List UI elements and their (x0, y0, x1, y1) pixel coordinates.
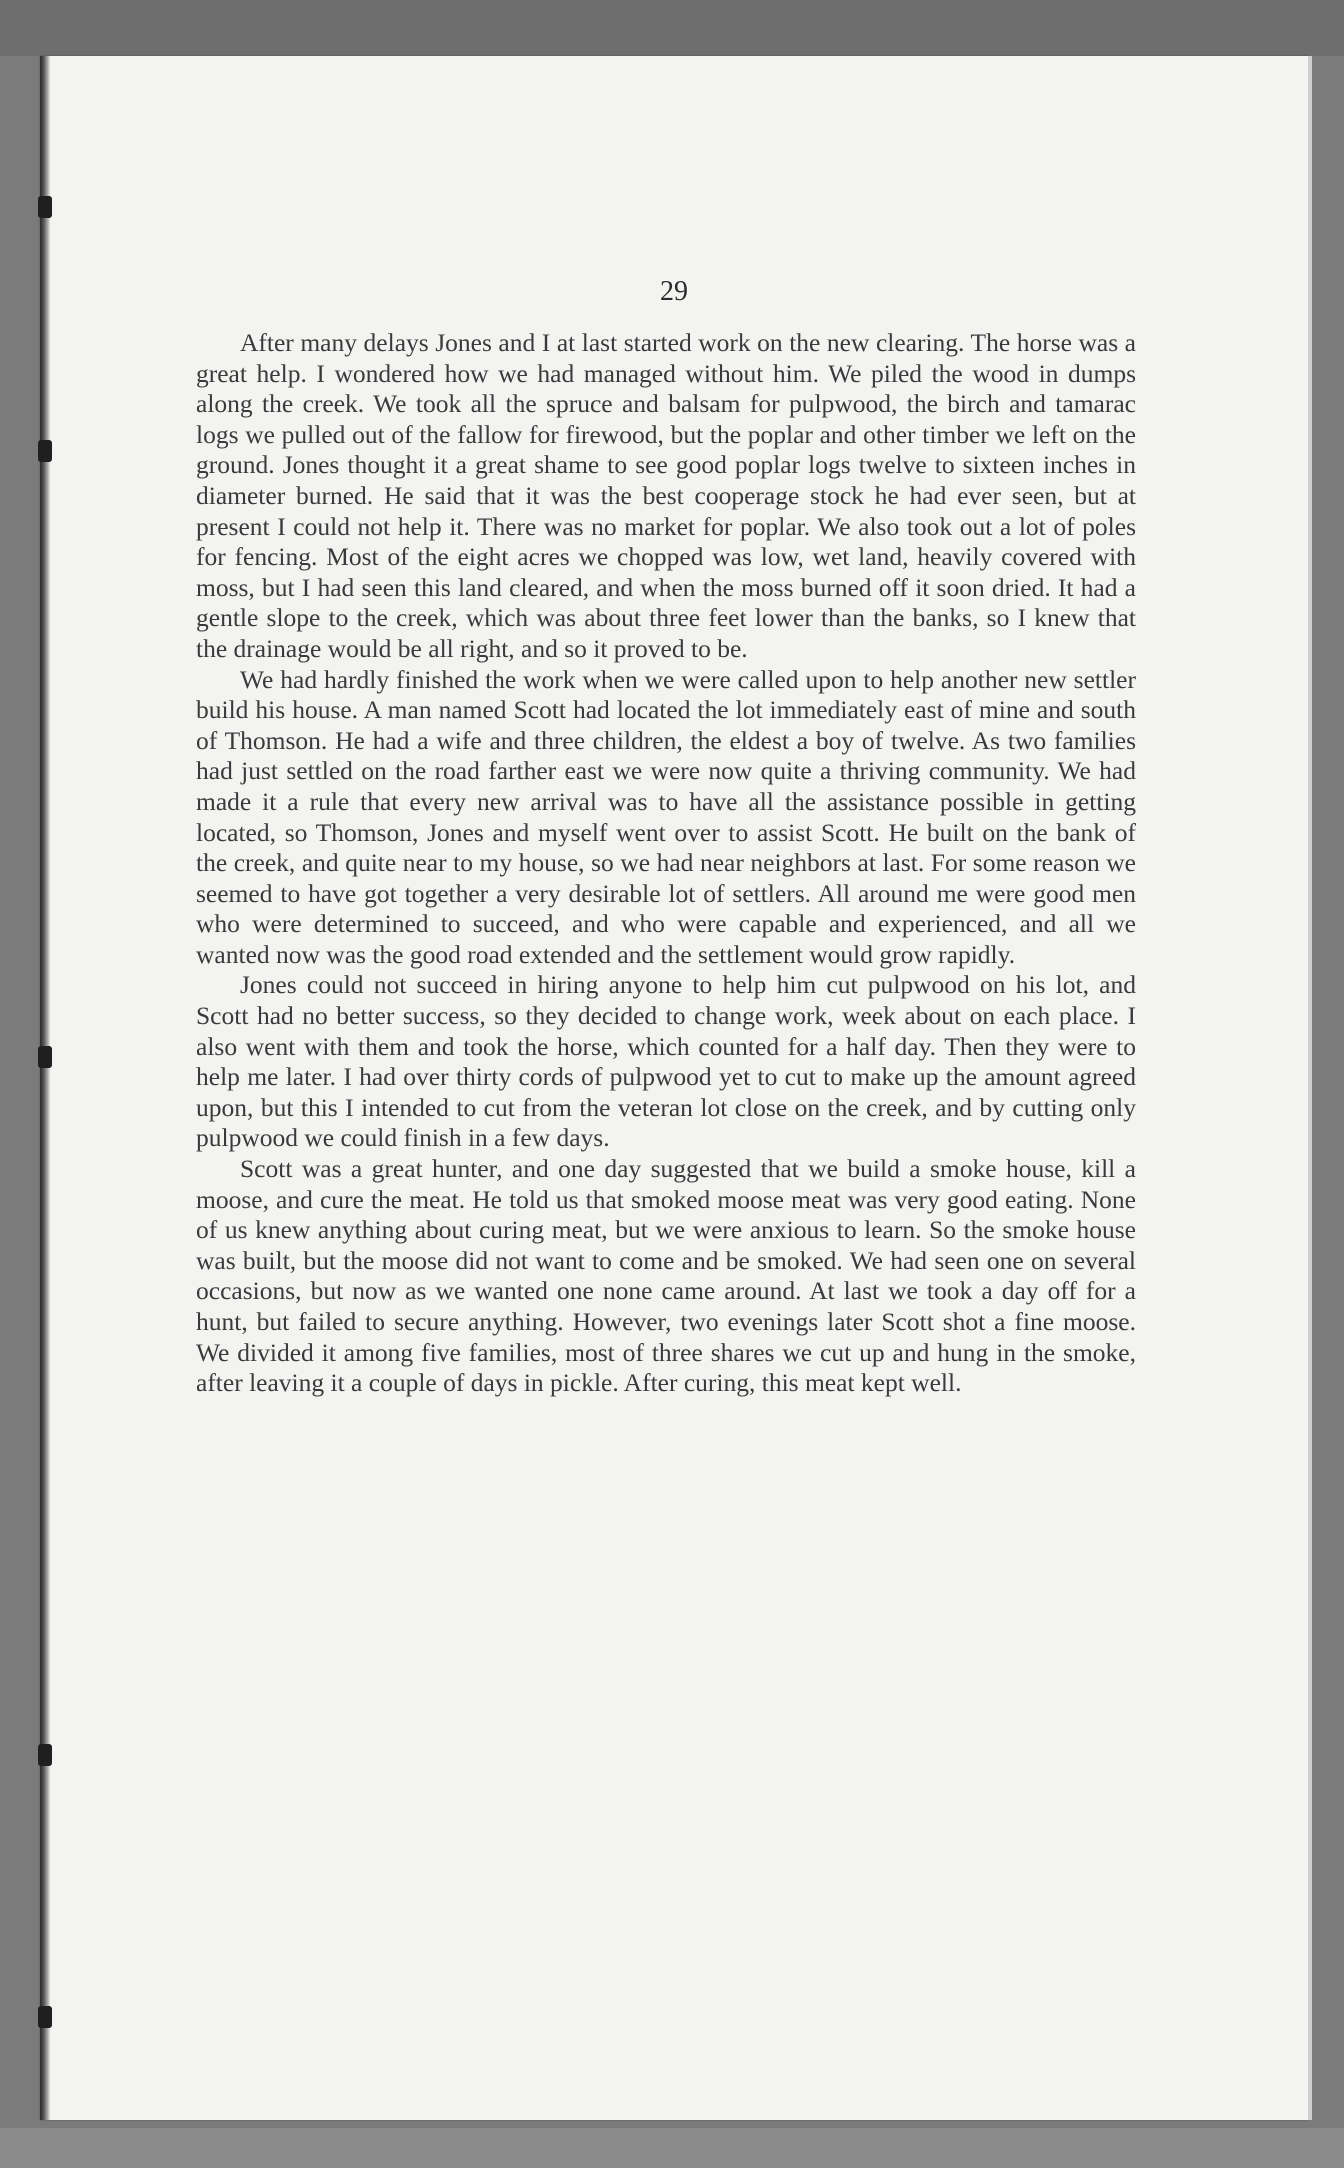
book-page (40, 56, 1308, 2120)
scan-top-background (0, 0, 1344, 56)
body-text (196, 328, 1136, 1399)
page-number: 29 (660, 276, 688, 307)
binding-stitch-mark (38, 1744, 52, 1766)
binding-stitch-mark (38, 2006, 52, 2028)
paragraph-3: Jones could not succeed in hiring anyone to help him cut pulpwood on his lot, and Scott had no better success, so they decided to change work, week about on each place. I also went with them and took the horse, which counted for a half day. Then they were to help me later. I had over thirty cords of pulpwood yet to cut to make up the amount agreed upon, but this I intended to cut from the veteran lot close on the creek, and by cutting only pulpwood we could finish in a few days. (196, 970, 1136, 1153)
scan-bottom-background (0, 2128, 1344, 2168)
page-right-edge (1308, 56, 1312, 2120)
page-binding-edge (40, 56, 50, 2120)
binding-stitch-mark (38, 196, 52, 218)
binding-stitch-mark (38, 440, 52, 462)
paragraph-1: After many delays Jones and I at last started work on the new clearing. The horse was a great help. I wondered how we had managed without him. We piled the wood in dumps along the creek. We took all the spruce and balsam for pulpwood, the birch and tamarac logs we pulled out of the fallow for firewood, but the poplar and other timber we left on the ground. Jones thought it a great shame to see good poplar logs twelve to sixteen inches in diameter burned. He said that it was the best cooperage stock he had ever seen, but at present I could not help it. There was no market for poplar. We also took out a lot of poles for fencing. Most of the eight acres we chopped was low, wet land, heavily covered with moss, but I had seen this land cleared, and when the moss burned off it soon dried. It had a gentle slope to the creek, which was about three feet lower than the banks, so I knew that the drainage would be all right, and so it proved to be. (196, 328, 1136, 663)
paragraph-2: We had hardly finished the work when we were called upon to help another new settler build his house. A man named Scott had located the lot immediately east of mine and south of Thomson. He had a wife and three children, the eldest a boy of twelve. As two families had just settled on the road farther east we were now quite a thriving community. We had made it a rule that every new arrival was to have all the assistance possible in getting located, so Thomson, Jones and myself went over to assist Scott. He built on the bank of the creek, and quite near to my house, so we had near neighbors at last. For some reason we seemed to have got together a very desirable lot of settlers. All around me were good men who were determined to succeed, and who were capable and experienced, and all we wanted now was the good road extended and the settlement would grow rapidly. (196, 664, 1136, 969)
binding-stitch-mark (38, 1046, 52, 1068)
paragraph-4: Scott was a great hunter, and one day suggested that we build a smoke house, kill a moose, and cure the meat. He told us that smoked moose meat was very good eating. None of us knew anything about curing meat, but we were anxious to learn. So the smoke house was built, but the moose did not want to come and be smoked. We had seen one on several occasions, but now as we wanted one none came around. At last we took a day off for a hunt, but failed to secure anything. However, two evenings later Scott shot a fine moose. We divided it among five families, most of three shares we cut up and hung in the smoke, after leaving it a couple of days in pickle. After curing, this meat kept well. (196, 1154, 1136, 1398)
